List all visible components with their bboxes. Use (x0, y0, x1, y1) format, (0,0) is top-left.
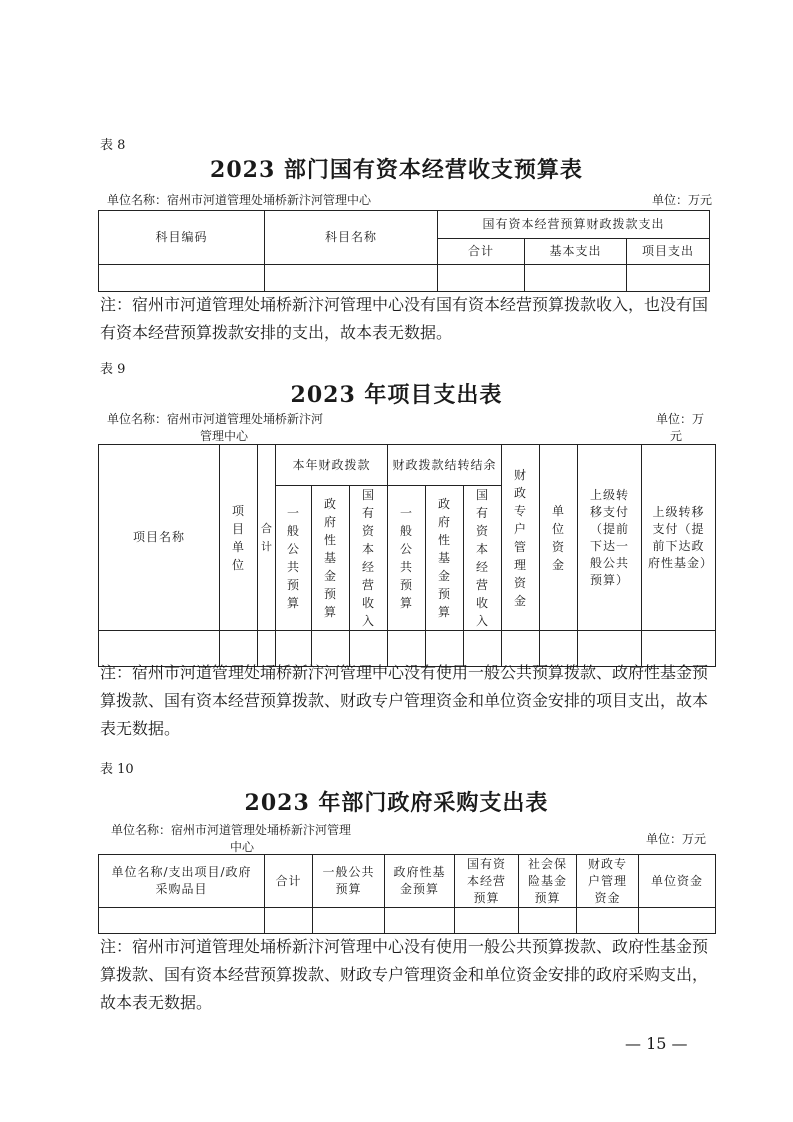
table10-title: 2023 年部门政府采购支出表 (244, 790, 549, 816)
table9-header-total: 合计 (258, 445, 276, 631)
table8 (98, 210, 710, 292)
table10-header-c3: 一般公共预算 (313, 855, 385, 908)
table10-note: 注：宿州市河道管理处埇桥新汴河管理中心没有使用一般公共预算拨款、政府性基金预算拨款、国有资本经营预算拨款、财政专户管理资金和单位资金安排的政府采购支出，故本表无数据。 (100, 937, 709, 1012)
table9-header-special: 财政专户管理资金 (502, 445, 540, 631)
table10-unit-name: 单位名称：宿州市河道管理处埇桥新汴河管理 (111, 823, 352, 837)
table9-unit-cont: 元 (670, 429, 683, 443)
table9-header-fund-2: 政府性基金预算 (426, 486, 464, 631)
table8-header-basic: 基本支出 (525, 239, 627, 265)
table9-header-general-1: 一般公共预算 (276, 486, 312, 631)
table9-unit-name: 单位名称：宿州市河道管理处埇桥新汴河 (107, 412, 324, 426)
table9-header-general-2: 一般公共预算 (388, 486, 426, 631)
table10-header-c1: 单位名称/支出项目/政府采购品目 (99, 855, 265, 908)
table10-header-c5: 国有资本经营预算 (455, 855, 519, 908)
table8-header-project: 项目支出 (627, 239, 710, 265)
table8-label: 表 8 (100, 138, 126, 153)
table9-header-fund-1: 政府性基金预算 (312, 486, 350, 631)
table9-header-state-2: 国有资本经营收入 (464, 486, 502, 631)
table10-unit-name-cont: 中心 (230, 840, 255, 854)
table9-label: 表 9 (100, 362, 126, 377)
table10-unit: 单位：万元 (646, 832, 707, 846)
table8-header-code: 科目编码 (99, 211, 265, 265)
table9-title: 2023 年项目支出表 (290, 382, 503, 408)
table9-header-unit-funds: 单位资金 (540, 445, 578, 631)
table9-header-carryover: 财政拨款结转结余 (388, 445, 502, 486)
table9-header-current-year: 本年财政拨款 (276, 445, 388, 486)
table9-note: 注：宿州市河道管理处埇桥新汴河管理中心没有使用一般公共预算拨款、政府性基金预算拨款、国有资本经营预算拨款、财政专户管理资金和单位资金安排的项目支出，故本表无数据。 (100, 663, 709, 738)
table10-header-c7: 财政专户管理资金 (577, 855, 639, 908)
table-row (99, 908, 716, 934)
table10 (98, 854, 716, 934)
table9 (98, 444, 716, 667)
table9-header-project-unit: 项目单位 (220, 445, 258, 631)
table9-header-item-name: 项目名称 (99, 445, 220, 631)
table9-header-state-1: 国有资本经营收入 (350, 486, 388, 631)
table8-unit-name: 单位名称：宿州市河道管理处埇桥新汴河管理中心 (107, 193, 372, 207)
table8-header-group: 国有资本经营预算财政拨款支出 (438, 211, 710, 239)
table-row (99, 265, 710, 292)
table8-note: 注：宿州市河道管理处埇桥新汴河管理中心没有国有资本经营预算拨款收入，也没有国有资本经营预算拨款安排的支出，故本表无数据。 (100, 295, 709, 342)
table8-header-name: 科目名称 (265, 211, 438, 265)
table9-unit: 单位：万 (656, 412, 705, 426)
table9-header-upper-fund: 上级转移支付（提前下达政府性基金） (642, 445, 716, 631)
table9-header-upper-general: 上级转移支付（提前下达一般公共预算） (578, 445, 642, 631)
table9-unit-name-cont: 管理中心 (200, 429, 249, 443)
table8-title: 2023 部门国有资本经营收支预算表 (210, 157, 583, 183)
table10-header-c2: 合计 (265, 855, 313, 908)
table10-header-c4: 政府性基金预算 (385, 855, 455, 908)
table10-header-c8: 单位资金 (639, 855, 716, 908)
page-number: — 15 — (625, 1034, 688, 1053)
table8-unit: 单位：万元 (652, 193, 713, 207)
table8-header-total: 合计 (438, 239, 525, 265)
table10-label: 表 10 (100, 762, 134, 777)
table10-header-c6: 社会保险基金预算 (519, 855, 577, 908)
